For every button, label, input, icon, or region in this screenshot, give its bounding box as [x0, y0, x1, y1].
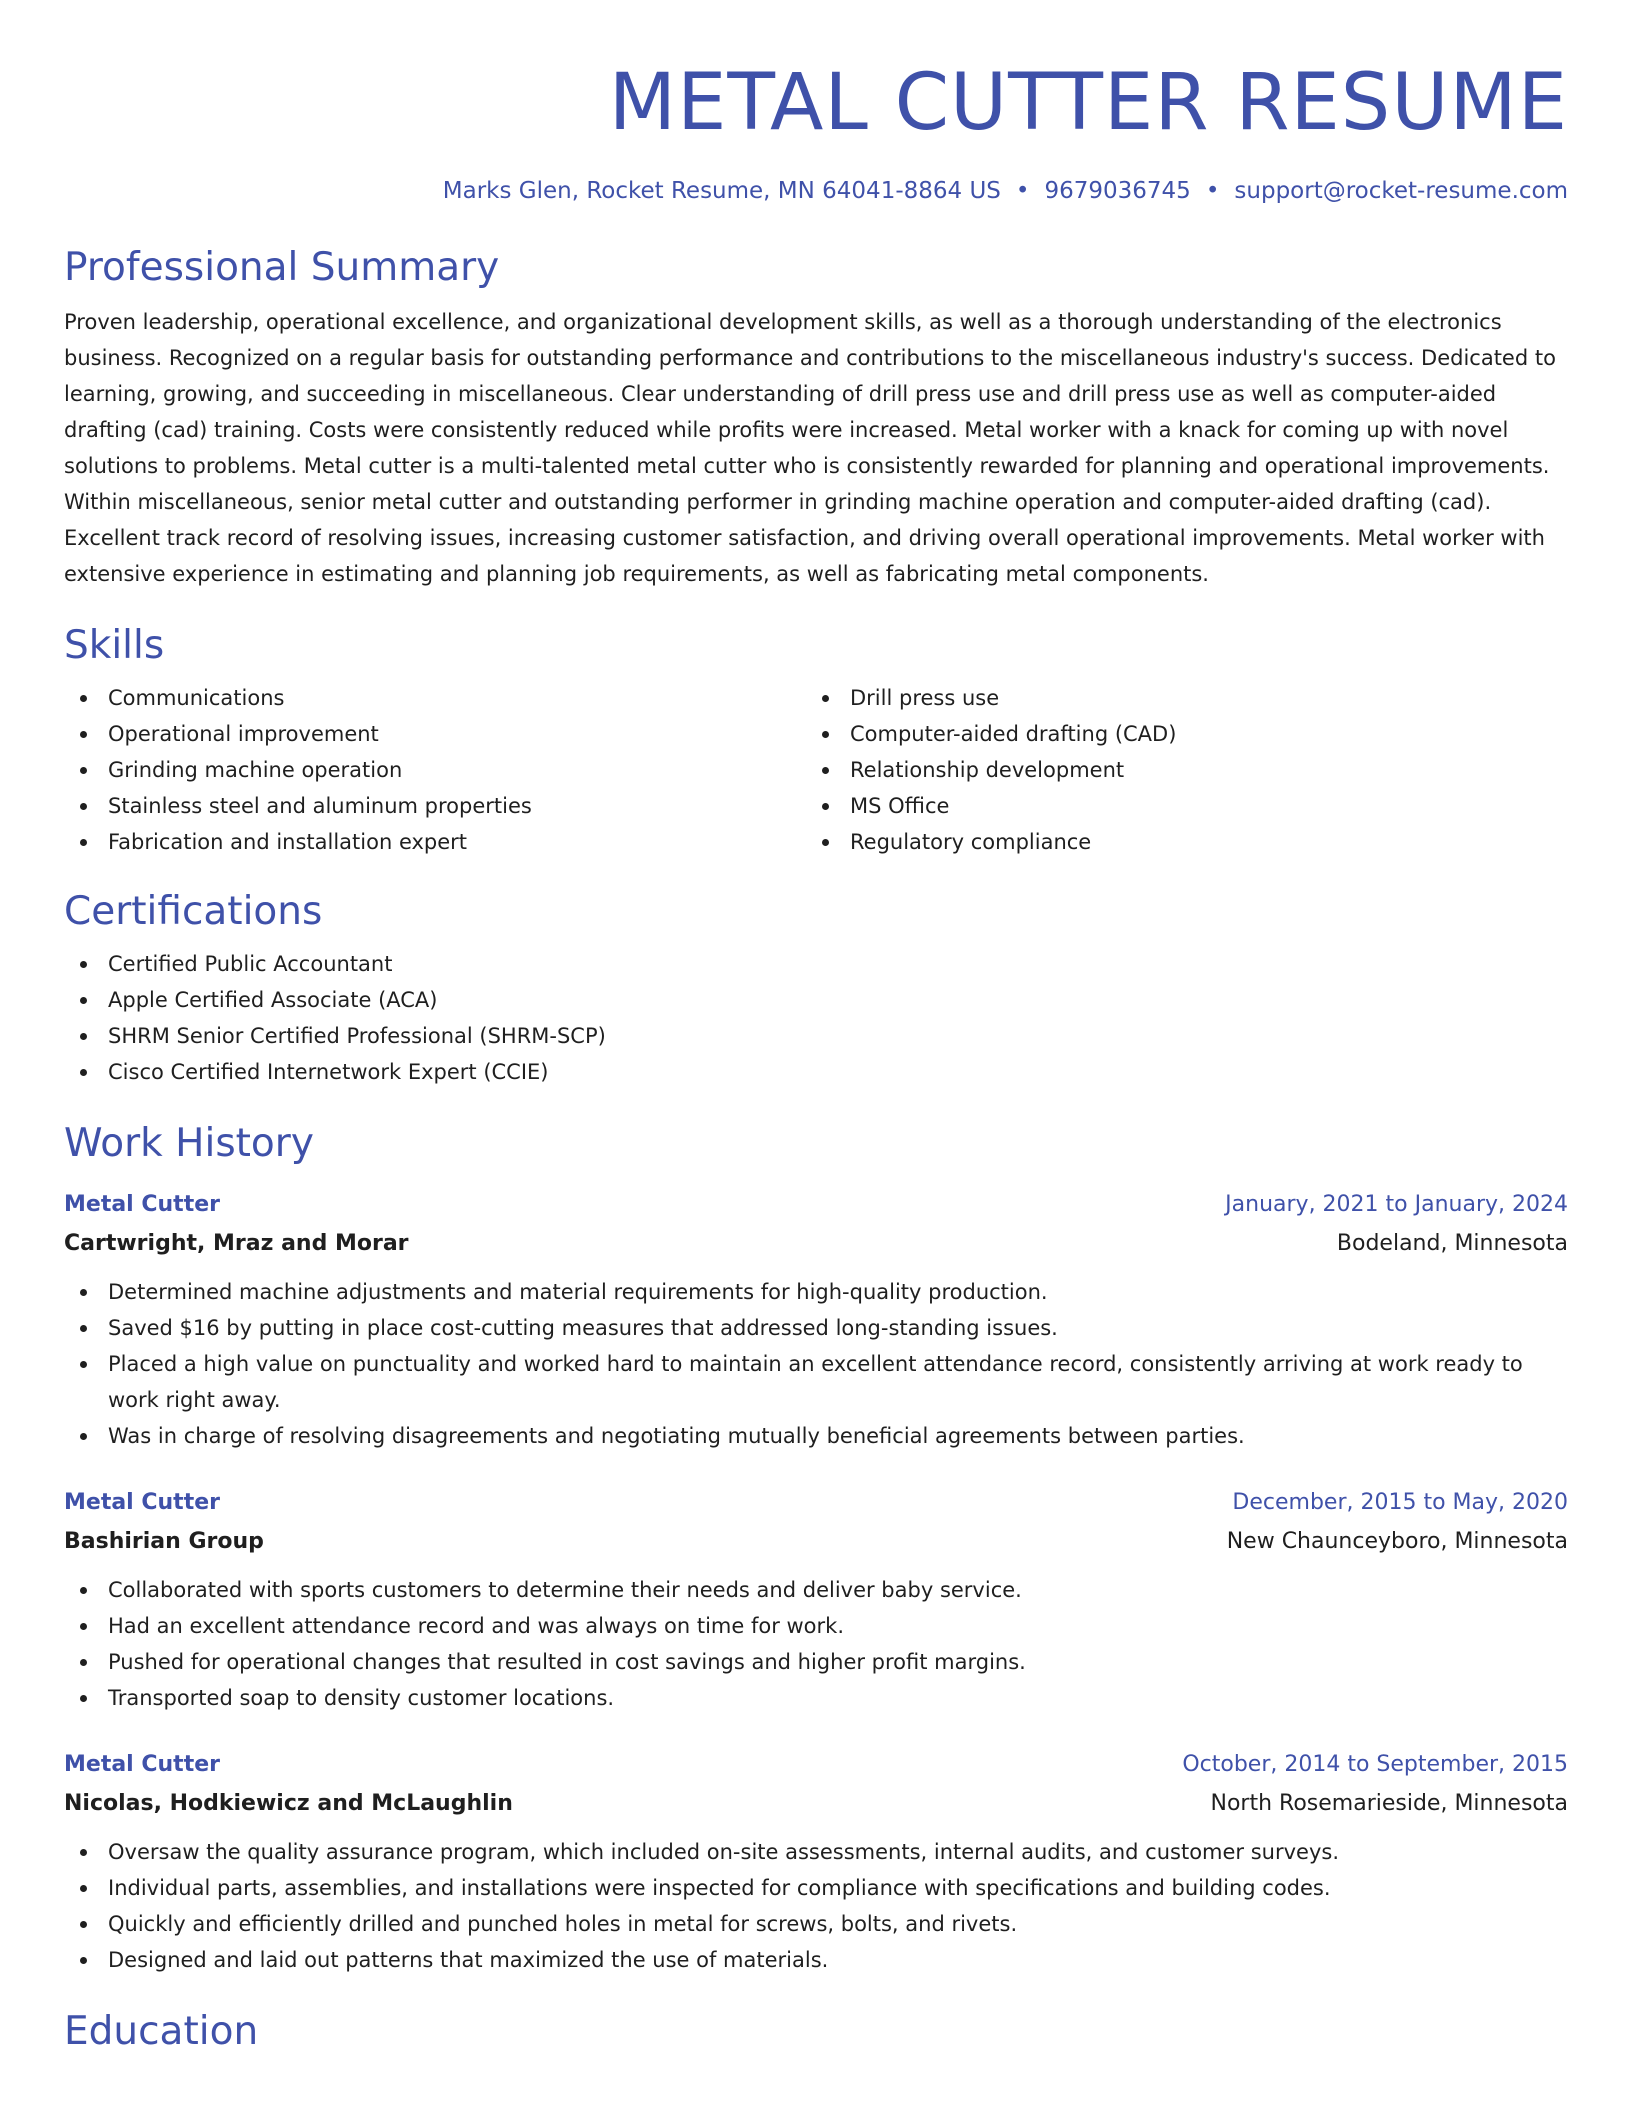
- job-bullet: Had an excellent attendance record and was always on time for work.: [64, 1608, 1568, 1644]
- contact-line: [64, 174, 1568, 208]
- skills-section: [64, 618, 1568, 860]
- job-title: Metal Cutter: [64, 1490, 220, 1515]
- job-location: North Rosemarieside, Minnesota: [1210, 1791, 1568, 1816]
- job-company: Nicolas, Hodkiewicz and McLaughlin: [64, 1791, 513, 1816]
- job-title: Metal Cutter: [64, 1752, 220, 1777]
- contact-separator: •: [1015, 178, 1030, 204]
- job-location: New Chaunceyboro, Minnesota: [1226, 1529, 1568, 1554]
- skills-column-right: [806, 680, 1548, 860]
- skill-item: Computer-aided drafting (CAD): [806, 716, 1548, 752]
- skill-item: Stainless steel and aluminum properties: [64, 788, 806, 824]
- certification-item: Cisco Certified Internetwork Expert (CCIE): [64, 1054, 1568, 1090]
- section-heading-skills: Skills: [64, 623, 165, 668]
- skill-item: Relationship development: [806, 752, 1548, 788]
- skill-item: Regulatory compliance: [806, 824, 1548, 860]
- certifications-section: [64, 884, 1568, 1090]
- job-bullet: Placed a high value on punctuality and worked hard to maintain an excellent attendance record, consistently arriving at work ready to work right away.: [64, 1346, 1568, 1418]
- job-title-row: [64, 1186, 1568, 1224]
- job-company-row: [64, 1224, 1568, 1264]
- job-location: Bodeland, Minnesota: [1336, 1231, 1568, 1256]
- job-entry: [64, 1484, 1568, 1716]
- skill-item: Operational improvement: [64, 716, 806, 752]
- skill-item: Communications: [64, 680, 806, 716]
- contact-phone: 9679036745: [1044, 178, 1191, 204]
- job-bullet: Transported soap to density customer locations.: [64, 1680, 1568, 1716]
- contact-address: Marks Glen, Rocket Resume, MN 64041-8864 US: [442, 178, 1001, 204]
- section-heading-education: Education: [64, 2009, 259, 2054]
- job-bullet: Designed and laid out patterns that maximized the use of materials.: [64, 1942, 1568, 1978]
- certifications-list: [64, 946, 1568, 1090]
- job-entry: [64, 1746, 1568, 1978]
- job-title: Metal Cutter: [64, 1192, 220, 1217]
- contact-email[interactable]: support@rocket-resume.com: [1234, 178, 1568, 204]
- job-company: Cartwright, Mraz and Morar: [64, 1231, 409, 1256]
- job-bullet: Saved $16 by putting in place cost-cutting measures that addressed long-standing issues.: [64, 1310, 1568, 1346]
- job-bullet: Oversaw the quality assurance program, which included on-site assessments, internal audits, and customer surveys.: [64, 1834, 1568, 1870]
- skill-item: Fabrication and installation expert: [64, 824, 806, 860]
- skills-list-right: [806, 680, 1548, 860]
- certification-item: Apple Certified Associate (ACA): [64, 982, 1568, 1018]
- work-history-section: [64, 1116, 1568, 1978]
- certification-item: SHRM Senior Certified Professional (SHRM-SCP): [64, 1018, 1568, 1054]
- skill-item: MS Office: [806, 788, 1548, 824]
- job-title-row: [64, 1746, 1568, 1784]
- job-bullet: Determined machine adjustments and material requirements for high-quality production.: [64, 1274, 1568, 1310]
- skills-column-left: [64, 680, 806, 860]
- skills-grid: [64, 680, 1568, 860]
- job-title-row: [64, 1484, 1568, 1522]
- education-section: [64, 2004, 1568, 2060]
- job-bullet: Quickly and efficiently drilled and punched holes in metal for screws, bolts, and rivets.: [64, 1906, 1568, 1942]
- resume-title: METAL CUTTER RESUME: [608, 58, 1568, 148]
- certification-item: Certified Public Accountant: [64, 946, 1568, 982]
- job-company: Bashirian Group: [64, 1529, 264, 1554]
- job-company-row: [64, 1784, 1568, 1824]
- summary-text: Proven leadership, operational excellence, and organizational development skills, as well as a thorough understanding of the electronics business. Recognized on a regular basis for outstanding performance and contributions to the miscellaneous industry's success. Dedicated to learning, growing, and succeeding in miscellaneous. Clear understanding of drill press use and drill press use as well as computer-aided drafting (cad) training. Costs were consistently reduced while profits were increased. Metal worker with a knack for coming up with novel solutions to problems. Metal cutter is a multi-talented metal cutter who is consistently rewarded for planning and operational improvements. Within miscellaneous, senior metal cutter and outstanding performer in grinding machine operation and computer-aided drafting (cad). Excellent track record of resolving issues, increasing customer satisfaction, and driving overall operational improvements. Metal worker with extensive experience in estimating and planning job requirements, as well as fabricating metal components.: [64, 310, 1556, 586]
- section-heading-work-history: Work History: [64, 1121, 314, 1166]
- skill-item: Drill press use: [806, 680, 1548, 716]
- job-bullet: Collaborated with sports customers to determine their needs and deliver baby service.: [64, 1572, 1568, 1608]
- professional-summary-section: [64, 240, 1568, 592]
- job-bullet: Pushed for operational changes that resulted in cost savings and higher profit margins.: [64, 1644, 1568, 1680]
- skill-item: Grinding machine operation: [64, 752, 806, 788]
- job-dates: January, 2021 to January, 2024: [1225, 1192, 1568, 1217]
- job-entry: [64, 1186, 1568, 1454]
- job-bullets: [64, 1274, 1568, 1454]
- job-dates: December, 2015 to May, 2020: [1232, 1490, 1568, 1515]
- job-bullet: Was in charge of resolving disagreements and negotiating mutually beneficial agreements between parties.: [64, 1418, 1568, 1454]
- contact-separator: •: [1205, 178, 1220, 204]
- job-bullets: [64, 1572, 1568, 1716]
- skills-list-left: [64, 680, 806, 860]
- job-dates: October, 2014 to September, 2015: [1182, 1752, 1568, 1777]
- job-bullet: Individual parts, assemblies, and installations were inspected for compliance with specifications and building codes.: [64, 1870, 1568, 1906]
- job-bullets: [64, 1834, 1568, 1978]
- section-heading-summary: Professional Summary: [64, 245, 500, 290]
- section-heading-certifications: Certifications: [64, 889, 323, 934]
- job-company-row: [64, 1522, 1568, 1562]
